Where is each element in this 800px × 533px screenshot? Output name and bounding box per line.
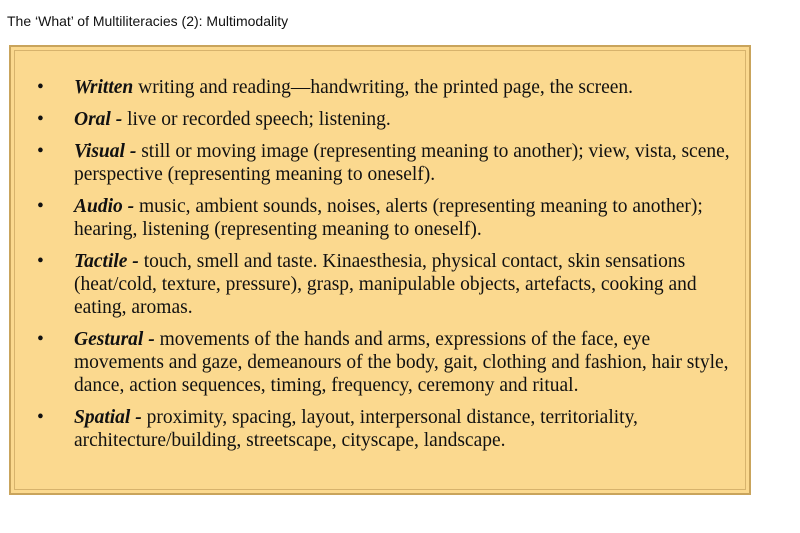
modality-term: Spatial - <box>74 407 142 428</box>
modality-term: Tactile - <box>74 251 139 272</box>
panel-inner-border <box>14 50 746 490</box>
modality-description: movements of the hands and arms, expressions of the face, eye movements and gaze, demeanours of the body, gait, clothing and fashion, hair style, dance, action sequences, timing, frequency, ceremony and ritual. <box>74 329 729 396</box>
modality-term: Audio - <box>74 196 135 217</box>
bullet-icon: • <box>37 251 44 272</box>
modality-item-audio <box>15 195 745 241</box>
modality-description: music, ambient sounds, noises, alerts (representing meaning to another); hearing, listening (representing meaning to oneself). <box>74 196 703 240</box>
bullet-icon: • <box>37 407 44 428</box>
modality-item-gestural <box>15 328 745 397</box>
modality-item-spatial <box>15 406 745 452</box>
modality-item-oral <box>15 108 745 131</box>
modality-term: Visual - <box>74 141 137 162</box>
multimodality-panel <box>9 45 751 495</box>
modality-item-written <box>15 76 745 99</box>
modality-list <box>15 76 745 461</box>
modality-description: live or recorded speech; listening. <box>122 109 391 130</box>
modality-item-visual <box>15 140 745 186</box>
page-title: The ‘What’ of Multiliteracies (2): Multimodality <box>7 13 289 29</box>
modality-description: writing and reading—handwriting, the printed page, the screen. <box>133 77 634 98</box>
modality-item-tactile <box>15 250 745 319</box>
bullet-icon: • <box>37 77 44 98</box>
modality-term: Written <box>74 77 134 98</box>
bullet-icon: • <box>37 196 44 217</box>
modality-description: proximity, spacing, layout, interpersonal distance, territoriality, architecture/building, streetscape, cityscape, landscape. <box>74 407 638 451</box>
modality-description: still or moving image (representing meaning to another); view, vista, scene, perspective (representing meaning to oneself). <box>74 141 730 185</box>
modality-description: touch, smell and taste. Kinaesthesia, physical contact, skin sensations (heat/cold, texture, pressure), grasp, manipulable objects, artefacts, cooking and eating, aromas. <box>74 251 697 318</box>
bullet-icon: • <box>37 329 44 350</box>
modality-term: Oral - <box>74 109 123 130</box>
modality-term: Gestural - <box>74 329 155 350</box>
bullet-icon: • <box>37 109 44 130</box>
bullet-icon: • <box>37 141 44 162</box>
